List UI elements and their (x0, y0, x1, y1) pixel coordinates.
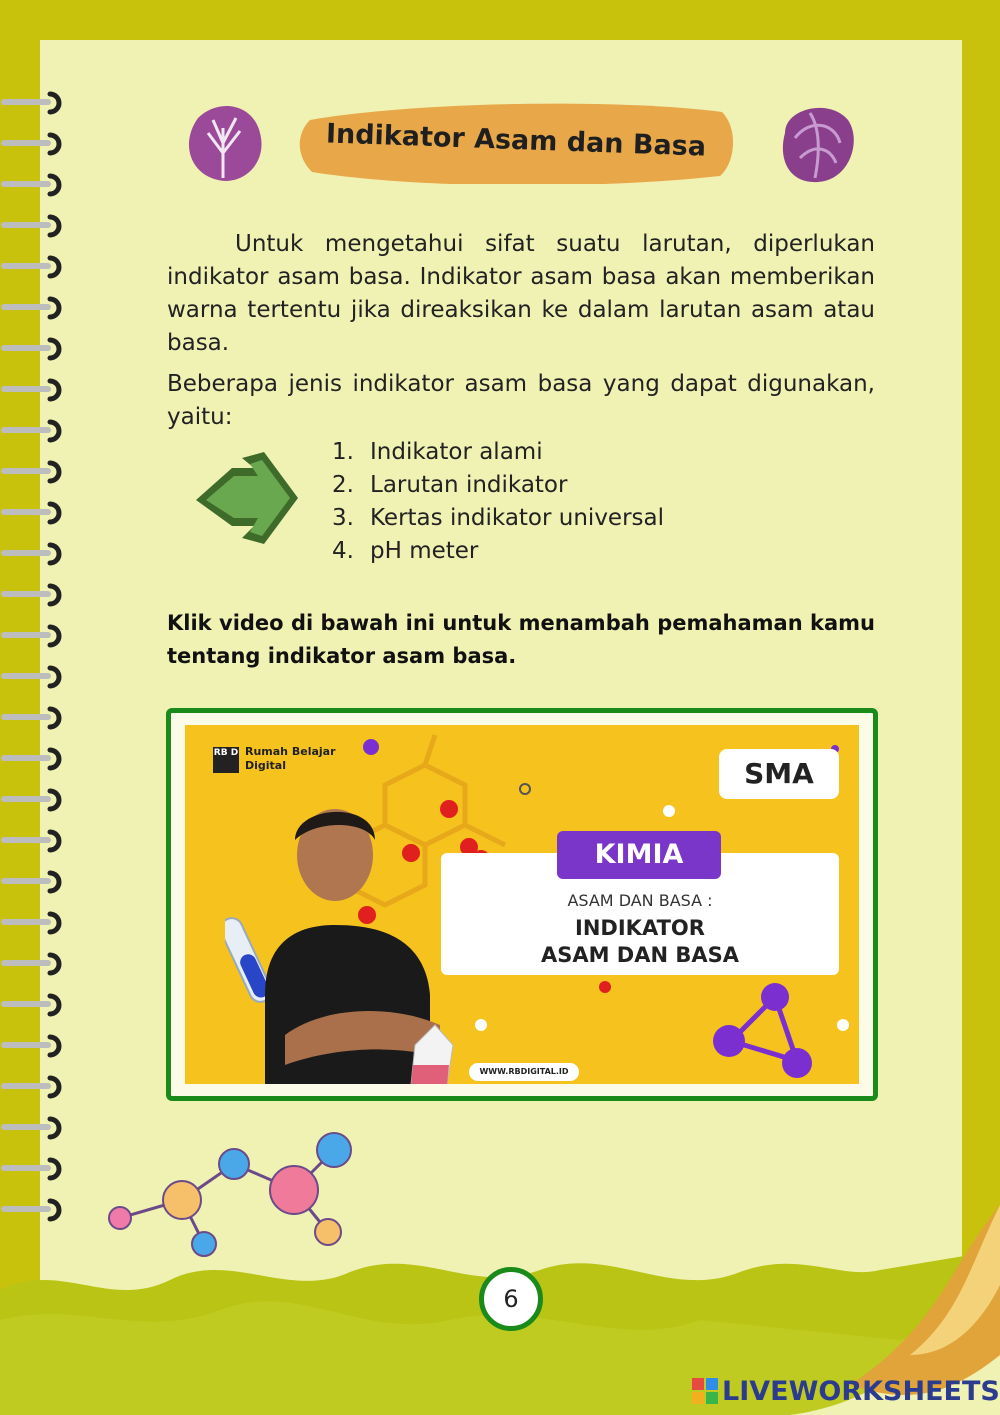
page-title: Indikator Asam dan Basa (325, 118, 707, 163)
liveworksheets-icon (692, 1378, 718, 1404)
liveworksheets-logo (692, 1373, 1000, 1409)
watermark-text: LIVEWORKSHEETS (722, 1375, 1000, 1407)
list-item: 1. Indikator alami (332, 439, 543, 465)
indicator-list (332, 436, 664, 568)
level-badge: SMA (719, 749, 839, 799)
title-row (0, 90, 1000, 200)
channel-name: Rumah Belajar Digital (245, 745, 336, 772)
intro-paragraph: Untuk mengetahui sifat suatu larutan, diperlukan indikator asam basa. Indikator asam basa akan memberikan warna tertentu jika direaksikan ke dalam larutan asam atau basa. (167, 231, 875, 356)
red-cabbage-icon (178, 98, 268, 188)
video-subtitle: ASAM DAN BASA : (567, 891, 713, 910)
spiral-binding (0, 88, 80, 1228)
video-player[interactable] (166, 708, 878, 1101)
list-item: 4. pH meter (332, 538, 479, 564)
video-thumbnail[interactable] (185, 725, 859, 1084)
website-url: WWW.RBDIGITAL.ID (469, 1063, 579, 1081)
molecule-decoration (100, 1128, 360, 1268)
indicator-types-paragraph: Beberapa jenis indikator asam basa yang dapat digunakan, yaitu: (167, 371, 875, 430)
page-number: 6 (479, 1267, 543, 1331)
arrow-icon (192, 448, 302, 548)
channel-logo: RB D (213, 747, 239, 773)
red-cabbage-icon (770, 98, 860, 188)
video-title: INDIKATOR ASAM DAN BASA (540, 916, 740, 967)
subject-badge: KIMIA (557, 831, 721, 879)
list-item: 2. Larutan indikator (332, 472, 568, 498)
list-item: 3. Kertas indikator universal (332, 505, 665, 531)
video-instruction: Klik video di bawah ini untuk menambah pemahaman kamu tentang indikator asam basa. (167, 611, 875, 668)
